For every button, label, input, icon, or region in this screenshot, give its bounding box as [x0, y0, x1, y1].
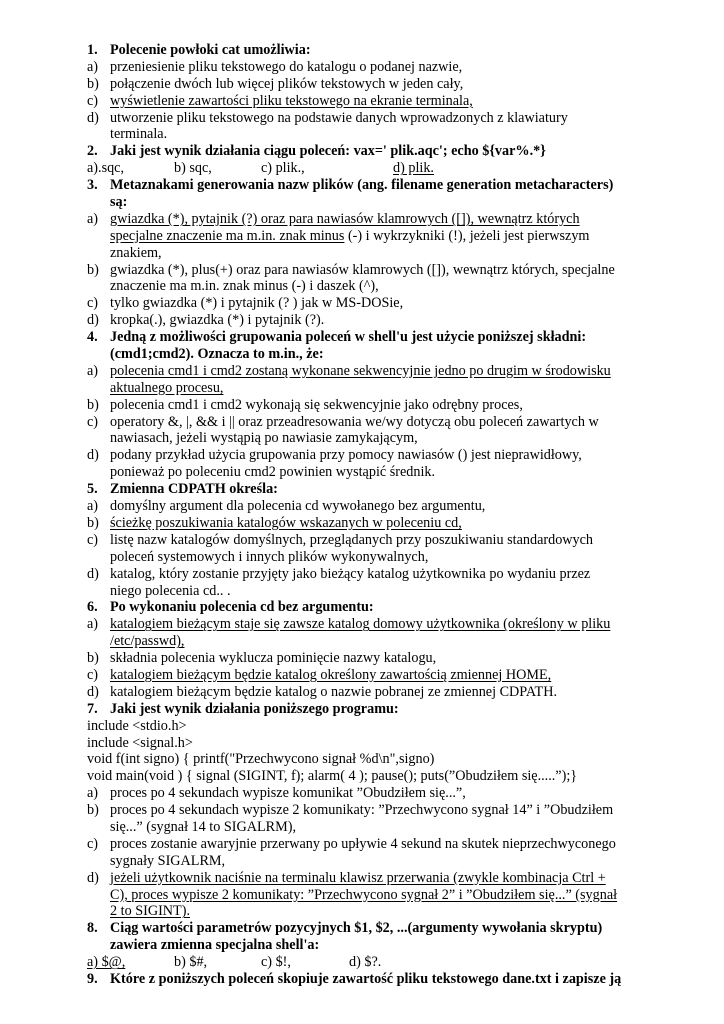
q8-option-c: c) $!, [261, 954, 291, 971]
document-page: 1. Polecenie powłoki cat umożliwia: a) przeniesienie pliku tekstowego do katalogu o podanej nazwie, b) połączenie dwóch lub więcej plików tekstowych w jeden cały, c) wyświetlenie zawartości pliku tekstowego na ekranie terminala, d) utworzenie pliku tekstowego na podstawie danych wprowadzonych z klawiatury terminala. 2. Jaki jest wynik działania ciągu poleceń: vax=' plik.aqc'; echo ${var%.*} a).sqc, b) sqc, c) plik., d) plik. 3. Metaznakami generowania nazw plików (ang. filename generation metacharacters) są: a) gwiazdka (*), pytajnik (?) oraz para nawiasów klamrowych ([]), wewnątrz których specjalne znaczenie ma m.in. znak minus (-) i wykrzykniki (!), jeżeli jest pierwszym znakiem, b) gwiazdka (*), plus(+) oraz para nawiasów klamrowych ([]), wewnątrz których, specjalne znaczenie ma m.in. znak minus (-) i daszek (^), c) tylko gwiazdka (*) i pytajnik (? ) jak w MS-DOSie, d) kropka(.), gwiazdka (*) i pytajnik (?). 4. Jedną z możliwości grupowania poleceń w shell'u jest użycie poniższej składni: (cmd1;cmd2). Oznacza to m.in., że: a) polecenia cmd1 i cmd2 zostaną wykonane sekwencyjnie jedno po drugim w środowisku aktualnego procesu, b) polecenia cmd1 i cmd2 wykonają się sekwencyjnie jako odrębny proces, c) operatory &, |, && i || oraz przeadresowania we/wy dotyczą obu poleceń zawartych w nawiasach, jeżeli wystąpią po nawiasie zamykającym, d) podany przykład użycia grupowania przy pomocy nawiasów () jest nieprawidłowy, ponieważ po poleceniu cmd2 powinien wystąpić średnik. 5. Zmienna CDPATH określa: a) domyślny argument dla polecenia cd wywołanego bez argumentu, b) ścieżkę poszukiwania katalogów wskazanych w poleceniu cd, c) listę nazw katalogów domyślnych, przeglądanych przy poszukiwaniu standardowych poleceń systemowych i innych plików wykonywalnych, d) katalog, który zostanie przyjęty jako bieżący katalog użytkownika po wydaniu przez niego polecenia cd.. . 6. Po wykonaniu polecenia cd bez argumentu: a) katalogiem bieżącym staje się zawsze katalog domowy użytkownika (określony w pliku /etc/passwd), b) składnia polecenia wyklucza pominięcie nazwy katalogu, c) katalogiem bieżącym będzie katalog określony zawartością zmiennej HOME, d) katalogiem bieżącym będzie katalog o nazwie pobranej ze zmiennej CDPATH. 7. Jaki jest wynik działania poniższego programu: include <stdio.h> include <signal.h> void f(int signo) { printf("Przechwycono signał %d\n",signo) void main(void ) { signal (SIGINT, f); alarm( 4 ); pause(); puts(”Obudziłem się.....”);} a) proces po 4 sekundach wypisze komunikat ”Obudziłem się...”, b) proces po 4 sekundach wypisze 2 komunikaty: ”Przechwycono sygnał 14” i ”Obudziłem się...” (sygnał 14 to SIGALRM), c) proces zostanie awaryjnie przerwany po upływie 4 sekund na skutek nieprzechwyconego sygnały SIGALRM, d) jeżeli użytkownik naciśnie na terminalu klawisz przerwania (zwykle kombinacja Ctrl + C), proces wypisze 2 komunikaty: ”Przechwycono sygnał 2” i ”Obudziłem się...” (sygnał 2 to SIGINT). 8. Ciąg wartości parametrów pozycyjnych $1, $2, ...(argumenty wywołania skryptu) zawiera zmienna specjalna shell'a: a) $@, b) $#, c) $!, d) $?. 9. Które z poniższych poleceń skopiuje zawartość pliku tekstowego dane.txt i zapisze ją [0, 0, 724, 1024]
q2-options [0, 160, 724, 177]
q2-option-a: a).sqc, [87, 160, 125, 177]
q6-option-a: a) katalogiem bieżącym staje się zawsze katalog domowy użytkownika (określony w pliku [87, 616, 611, 633]
q5-option-a: a) domyślny argument dla polecenia cd wywołanego bez argumentu, [87, 498, 486, 515]
q3-option-d: d) kropka(.), gwiazdka (*) i pytajnik (?). [87, 312, 325, 329]
q6-option-b: b) składnia polecenia wyklucza pominięcie nazwy katalogu, [87, 650, 437, 667]
q3-option-c: c) tylko gwiazdka (*) i pytajnik (? ) jak w MS-DOSie, [87, 295, 404, 312]
question-7-header: 7. Jaki jest wynik działania poniższego programu: [87, 700, 399, 717]
code-line: include <signal.h> [87, 734, 193, 751]
code-line: void main(void ) { signal (SIGINT, f); alarm( 4 ); pause(); puts(”Obudziłem się.....”);} [87, 768, 578, 785]
q8-option-d: d) $?. [349, 954, 382, 971]
correct-answer: wyświetlenie zawartości pliku tekstowego na ekranie terminala, [110, 92, 473, 109]
question-number: 1. [87, 42, 98, 58]
question-8-header: 8. Ciąg wartości parametrów pozycyjnych $1, $2, ...(argumenty wywołania skryptu) [87, 920, 603, 937]
q2-option-c: c) plik., [261, 160, 305, 177]
q3-option-b: b) gwiazdka (*), plus(+) oraz para nawiasów klamrowych ([]), wewnątrz których, specjalne [87, 261, 615, 278]
q1-option-c: c) wyświetlenie zawartości pliku tekstowego na ekranie terminala, [87, 92, 473, 109]
q4-option-a: a) polecenia cmd1 i cmd2 zostaną wykonane sekwencyjnie jedno po drugim w środowisku [87, 362, 611, 379]
q8-option-b: b) $#, [174, 954, 208, 971]
q1-option-b: b) połączenie dwóch lub więcej plików tekstowych w jeden cały, [87, 75, 464, 92]
question-title: Jaki jest wynik działania ciągu poleceń: vax=' plik.aqc'; echo ${var%.*} [110, 143, 546, 160]
q6-option-c: c) katalogiem bieżącym będzie katalog określony zawartością zmiennej HOME, [87, 666, 552, 683]
question-9-header: 9. Które z poniższych poleceń skopiuje zawartość pliku tekstowego dane.txt i zapisze ją [87, 970, 622, 987]
q6-option-d: d) katalogiem bieżącym będzie katalog o nazwie pobranej ze zmiennej CDPATH. [87, 683, 558, 700]
q4-option-d: d) podany przykład użycia grupowania przy pomocy nawiasów () jest nieprawidłowy, [87, 447, 582, 464]
question-6-header: 6. Po wykonaniu polecenia cd bez argumentu: [87, 599, 374, 616]
question-4-header: 4. Jedną z możliwości grupowania poleceń w shell'u jest użycie poniższej składni: [87, 329, 587, 346]
question-2-header: 2. Jaki jest wynik działania ciągu poleceń: vax=' plik.aqc'; echo ${var%.*} [87, 143, 546, 160]
code-line: include <stdio.h> [87, 717, 187, 734]
q3-option-a: a) gwiazdka (*), pytajnik (?) oraz para nawiasów klamrowych ([]), wewnątrz których [87, 210, 580, 227]
question-5-header: 5. Zmienna CDPATH określa: [87, 481, 278, 498]
question-title: Polecenie powłoki cat umożliwia: [110, 42, 311, 58]
q7-option-b: b) proces po 4 sekundach wypisze 2 komunikaty: ”Przechwycono sygnał 14” i ”Obudziłem [87, 802, 614, 819]
q5-option-b: b) ścieżkę poszukiwania katalogów wskazanych w poleceniu cd, [87, 514, 462, 531]
q4-option-c: c) operatory &, |, && i || oraz przeadresowania we/wy dotyczą obu poleceń zawartych w [87, 413, 599, 430]
question-3-header: 3. Metaznakami generowania nazw plików (ang. filename generation metacharacters) [87, 177, 614, 194]
q8-options [0, 954, 724, 971]
q2-option-b: b) sqc, [174, 160, 212, 177]
question-1-header [0, 42, 724, 59]
q7-option-d: d) jeżeli użytkownik naciśnie na terminalu klawisz przerwania (zwykle kombinacja Ctrl + [87, 869, 606, 886]
q7-option-c: c) proces zostanie awaryjnie przerwany po upływie 4 sekund na skutek nieprzechwyconego [87, 835, 616, 852]
q1-option-a: a) przeniesienie pliku tekstowego do katalogu o podanej nazwie, [87, 58, 463, 75]
q5-option-d: d) katalog, który zostanie przyjęty jako bieżący katalog użytkownika po wydaniu przez [87, 565, 591, 582]
q4-option-b: b) polecenia cmd1 i cmd2 wykonają się sekwencyjnie jako odrębny proces, [87, 396, 523, 413]
q5-option-c: c) listę nazw katalogów domyślnych, przeglądanych przy poszukiwaniu standardowych [87, 531, 594, 548]
q8-option-a: a) $@, [87, 954, 126, 971]
q2-option-d: d) plik. [393, 160, 434, 177]
q1-option-d: d) utworzenie pliku tekstowego na podstawie danych wprowadzonych z klawiatury [87, 109, 568, 126]
q7-option-a: a) proces po 4 sekundach wypisze komunikat ”Obudziłem się...”, [87, 785, 466, 802]
code-line: void f(int signo) { printf("Przechwycono signał %d\n",signo) [87, 751, 435, 768]
